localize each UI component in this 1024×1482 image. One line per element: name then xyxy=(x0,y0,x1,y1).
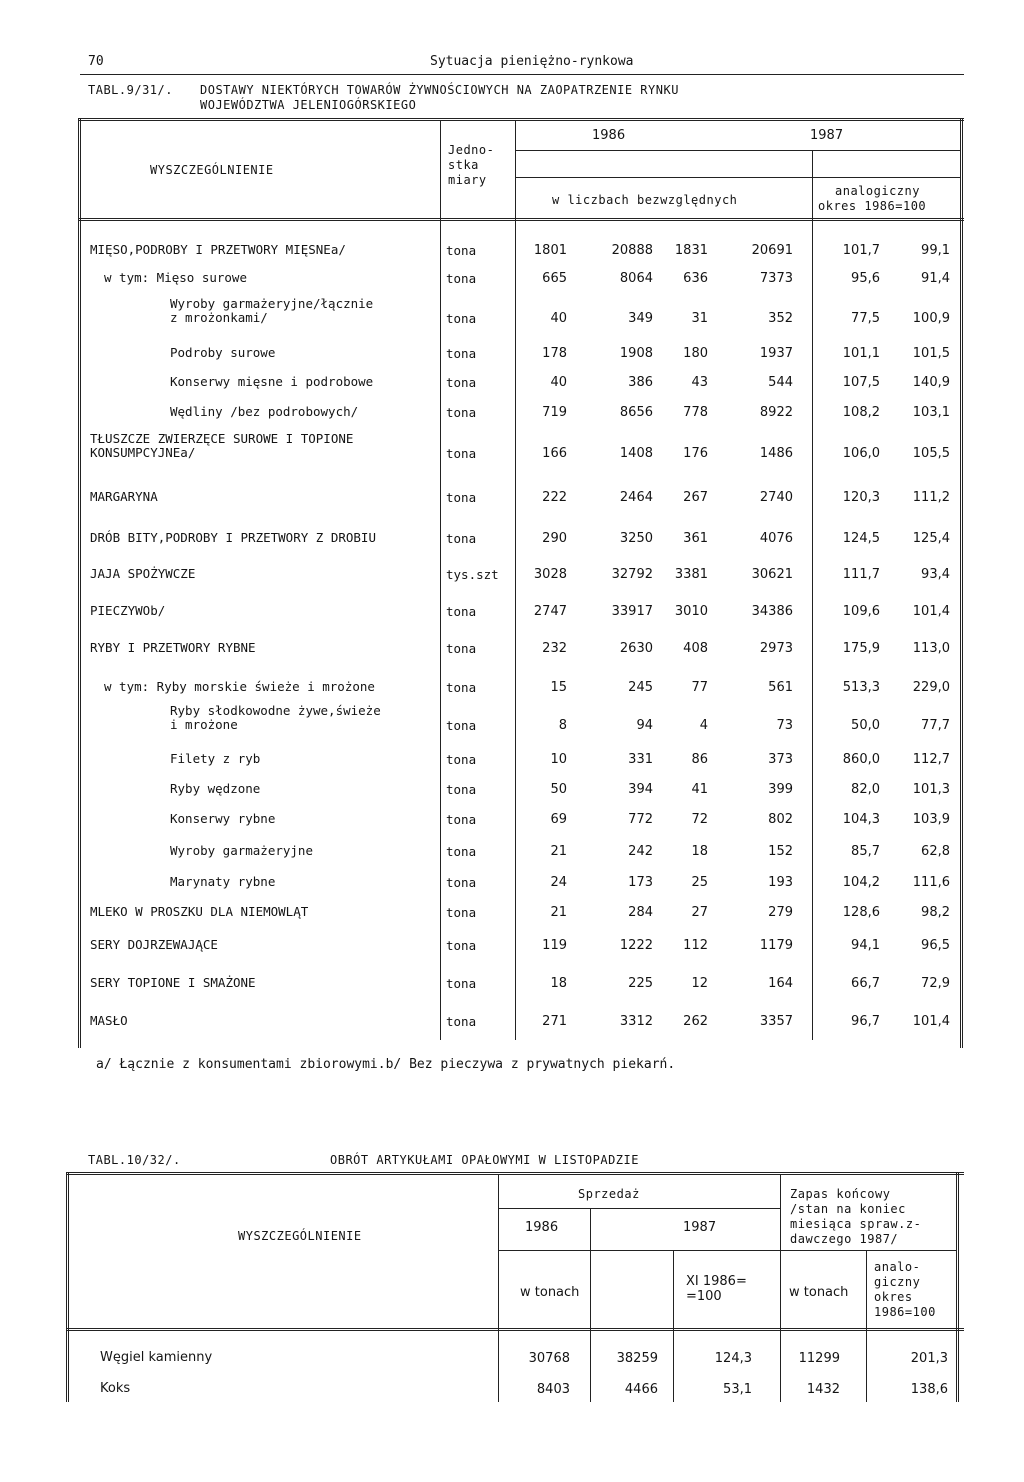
table1-cell: 113,0 xyxy=(912,641,950,656)
table1-row-label: Wyroby garmażeryjne xyxy=(170,843,313,858)
table1-cell: 18 xyxy=(691,844,708,859)
table1-cell: 107,5 xyxy=(842,375,880,390)
table1-cell: 101,5 xyxy=(912,346,950,361)
table1-col-label: WYSZCZEGÓLNIENIE xyxy=(150,163,274,177)
table1-row-unit: tona xyxy=(446,375,477,390)
table1-cell: 103,9 xyxy=(912,812,950,827)
table2-cell: 4466 xyxy=(624,1382,658,1397)
table1-cell: 361 xyxy=(683,531,708,546)
table2-cell: 8403 xyxy=(536,1382,570,1397)
table1-row-unit: tona xyxy=(446,905,477,920)
table1-cell: 24 xyxy=(550,875,567,890)
table1-cell: 267 xyxy=(683,490,708,505)
table1-row-label: Ryby słodkowodne żywe,świeże xyxy=(170,703,381,718)
table1-cell: 349 xyxy=(628,311,653,326)
table1-row-label: w tym: Mięso surowe xyxy=(104,270,247,285)
table1-cell: 242 xyxy=(628,844,653,859)
table1-cell: 109,6 xyxy=(842,604,880,619)
table1-cell: 2630 xyxy=(619,641,653,656)
table1-cell: 561 xyxy=(768,680,793,695)
table1-cell: 32792 xyxy=(611,567,653,582)
table1-row-unit: tona xyxy=(446,812,477,827)
table1-cell: 72,9 xyxy=(921,976,950,991)
table2-cell: 38259 xyxy=(616,1351,658,1366)
table1-cell: 108,2 xyxy=(842,405,880,420)
table2-cell: 30768 xyxy=(528,1351,570,1366)
table2-year1: 1986 xyxy=(525,1220,559,1235)
table1-cell: 1486 xyxy=(759,446,793,461)
table2-row-label: Koks xyxy=(100,1381,131,1396)
table1-row-unit: tona xyxy=(446,446,477,461)
table1-row-label: DRÓB BITY,PODROBY I PRZETWORY Z DROBIU xyxy=(90,530,376,545)
table1-row-unit: tona xyxy=(446,405,477,420)
table1-cell: 82,0 xyxy=(851,782,880,797)
table1-row-label: Ryby wędzone xyxy=(170,781,261,796)
table1-analog-line1: analogiczny xyxy=(835,184,920,198)
table1-cell: 62,8 xyxy=(921,844,950,859)
table2-in-tons2: w tonach xyxy=(789,1285,849,1300)
table1-row-label: Konserwy mięsne i podrobowe xyxy=(170,374,374,389)
table2-stock-4: dawczego 1987/ xyxy=(790,1232,899,1246)
table1-cell: 77 xyxy=(691,680,708,695)
table2-cell: 138,6 xyxy=(910,1382,948,1397)
table1-cell: 3010 xyxy=(674,604,708,619)
table1-cell: 112 xyxy=(683,938,708,953)
table1-cell: 3357 xyxy=(759,1014,793,1029)
table1-cell: 386 xyxy=(628,375,653,390)
table1-cell: 166 xyxy=(542,446,567,461)
table1-cell: 180 xyxy=(683,346,708,361)
table1-cell: 7373 xyxy=(759,271,793,286)
table1-row-unit: tona xyxy=(446,346,477,361)
table1-cell: 98,2 xyxy=(921,905,950,920)
table1-row-label: i mrożone xyxy=(170,717,238,732)
table1-cell: 2740 xyxy=(759,490,793,505)
table2-cell: 1432 xyxy=(806,1382,840,1397)
table1-row-label: SERY DOJRZEWAJĄCE xyxy=(90,937,218,952)
table1-cell: 105,5 xyxy=(912,446,950,461)
table1-cell: 103,1 xyxy=(912,405,950,420)
table1-cell: 271 xyxy=(542,1014,567,1029)
table1-cell: 3028 xyxy=(533,567,567,582)
table1-cell: 124,5 xyxy=(842,531,880,546)
table2-analog-2: giczny xyxy=(874,1275,921,1289)
table1-cell: 4 xyxy=(699,718,708,733)
table1-cell: 94 xyxy=(636,718,653,733)
table1-row-label: TŁUSZCZE ZWIERZĘCE SUROWE I TOPIONE xyxy=(90,431,354,446)
table1-cell: 120,3 xyxy=(842,490,880,505)
table1-cell: 3250 xyxy=(619,531,653,546)
table1-cell: 111,7 xyxy=(842,567,880,582)
table1-cell: 229,0 xyxy=(912,680,950,695)
table1-cell: 262 xyxy=(683,1014,708,1029)
table1-row-label: z mrożonkami/ xyxy=(170,310,268,325)
table2-xi-line2: =100 xyxy=(686,1289,722,1304)
table1-row-label: Podroby surowe xyxy=(170,345,276,360)
table1-cell: 50,0 xyxy=(851,718,880,733)
table1-row-unit: tona xyxy=(446,875,477,890)
table2-number: TABL.10/32/. xyxy=(88,1153,181,1167)
table1-cell: 1908 xyxy=(619,346,653,361)
table1-cell: 164 xyxy=(768,976,793,991)
table1-title-line2: WOJEWÓDZTWA JELENIOGÓRSKIEGO xyxy=(200,98,417,112)
table1-row-unit: tona xyxy=(446,938,477,953)
page-number: 70 xyxy=(88,54,104,69)
table1-cell: 21 xyxy=(550,844,567,859)
table2-row-label: Węgiel kamienny xyxy=(100,1350,213,1365)
table1-cell: 106,0 xyxy=(842,446,880,461)
table1-cell: 40 xyxy=(550,375,567,390)
table1-row-label: w tym: Ryby morskie świeże i mrożone xyxy=(104,679,375,694)
table1-row-label: Filety z ryb xyxy=(170,751,261,766)
table1-cell: 33917 xyxy=(611,604,653,619)
table1-cell: 96,5 xyxy=(921,938,950,953)
table1-cell: 86 xyxy=(691,752,708,767)
table1-row-unit: tona xyxy=(446,680,477,695)
table1-year1: 1986 xyxy=(592,128,626,143)
table1-row-unit: tys.szt xyxy=(446,567,499,582)
table1-cell: 175,9 xyxy=(842,641,880,656)
table2-cell: 11299 xyxy=(798,1351,840,1366)
table1-cell: 2464 xyxy=(619,490,653,505)
table1-cell: 178 xyxy=(542,346,567,361)
table1-cell: 20691 xyxy=(751,243,793,258)
table1-cell: 232 xyxy=(542,641,567,656)
table1-row-label: MASŁO xyxy=(90,1013,128,1028)
table1-cell: 4076 xyxy=(759,531,793,546)
table1-row-unit: tona xyxy=(446,976,477,991)
table2-cell: 124,3 xyxy=(714,1351,752,1366)
table1-cell: 41 xyxy=(691,782,708,797)
table1-number: TABL.9/31/. xyxy=(88,83,173,97)
table1-cell: 99,1 xyxy=(921,243,950,258)
table1-cell: 140,9 xyxy=(912,375,950,390)
table2-title: OBRÓT ARTYKUŁAMI OPAŁOWYMI W LISTOPADZIE xyxy=(330,1153,639,1167)
table1-cell: 101,7 xyxy=(842,243,880,258)
table1-cell: 3381 xyxy=(674,567,708,582)
table1-cell: 1222 xyxy=(619,938,653,953)
table1-cell: 279 xyxy=(768,905,793,920)
table1-cell: 544 xyxy=(768,375,793,390)
table2-stock-3: miesiąca spraw.z- xyxy=(790,1217,922,1231)
table1-row-unit: tona xyxy=(446,782,477,797)
table2-sales: Sprzedaż xyxy=(578,1187,640,1201)
table1-cell: 101,4 xyxy=(912,604,950,619)
table1-cell: 8656 xyxy=(619,405,653,420)
table1-cell: 399 xyxy=(768,782,793,797)
table1-row-unit: tona xyxy=(446,1014,477,1029)
table2-stock-1: Zapas końcowy xyxy=(790,1187,891,1201)
table1-cell: 125,4 xyxy=(912,531,950,546)
table2-col-label: WYSZCZEGÓLNIENIE xyxy=(238,1229,362,1243)
table1-row-unit: tona xyxy=(446,844,477,859)
table1-cell: 85,7 xyxy=(851,844,880,859)
table1-cell: 101,4 xyxy=(912,1014,950,1029)
table1-cell: 25 xyxy=(691,875,708,890)
table1-cell: 100,9 xyxy=(912,311,950,326)
table1-cell: 772 xyxy=(628,812,653,827)
table1-cell: 101,1 xyxy=(842,346,880,361)
table1-cell: 40 xyxy=(550,311,567,326)
table2-stock-2: /stan na koniec xyxy=(790,1202,906,1216)
table1-cell: 352 xyxy=(768,311,793,326)
table1-cell: 1831 xyxy=(674,243,708,258)
table2-analog-4: 1986=100 xyxy=(874,1305,936,1319)
table1-cell: 284 xyxy=(628,905,653,920)
table1-cell: 2747 xyxy=(533,604,567,619)
table1-cell: 8922 xyxy=(759,405,793,420)
table1-cell: 66,7 xyxy=(851,976,880,991)
table1-cell: 95,6 xyxy=(851,271,880,286)
table1-cell: 778 xyxy=(683,405,708,420)
table1-cell: 73 xyxy=(776,718,793,733)
table1-unit-h1: Jedno- xyxy=(448,143,495,157)
table1-row-label: PIECZYWOb/ xyxy=(90,603,166,618)
table1-cell: 3312 xyxy=(619,1014,653,1029)
table1-cell: 101,3 xyxy=(912,782,950,797)
table1-cell: 331 xyxy=(628,752,653,767)
table1-cell: 802 xyxy=(768,812,793,827)
table1-cell: 290 xyxy=(542,531,567,546)
table1-cell: 94,1 xyxy=(851,938,880,953)
table1-unit-h3: miary xyxy=(448,173,487,187)
table1-cell: 128,6 xyxy=(842,905,880,920)
table1-year2: 1987 xyxy=(810,128,844,143)
table1-cell: 30621 xyxy=(751,567,793,582)
table1-cell: 152 xyxy=(768,844,793,859)
table1-cell: 222 xyxy=(542,490,567,505)
table1-cell: 1408 xyxy=(619,446,653,461)
table1-cell: 21 xyxy=(550,905,567,920)
table1-cell: 719 xyxy=(542,405,567,420)
table2-cell: 53,1 xyxy=(723,1382,752,1397)
table1-cell: 111,6 xyxy=(912,875,950,890)
table1-row-unit: tona xyxy=(446,604,477,619)
table1-cell: 176 xyxy=(683,446,708,461)
table1-unit-h2: stka xyxy=(448,158,479,172)
table1-cell: 43 xyxy=(691,375,708,390)
table1-cell: 112,7 xyxy=(912,752,950,767)
table2-year2: 1987 xyxy=(683,1220,717,1235)
table1-row-label: Konserwy rybne xyxy=(170,811,276,826)
table1-row-label: JAJA SPOŻYWCZE xyxy=(90,566,196,581)
table1-cell: 77,5 xyxy=(851,311,880,326)
table1-cell: 8 xyxy=(558,718,567,733)
table1-cell: 27 xyxy=(691,905,708,920)
table1-cell: 225 xyxy=(628,976,653,991)
table1-abs-label: w liczbach bezwzględnych xyxy=(552,193,738,207)
table1-row-label: Wędliny /bez podrobowych/ xyxy=(170,404,359,419)
table1-cell: 2973 xyxy=(759,641,793,656)
table1-cell: 1179 xyxy=(759,938,793,953)
table2-analog-1: analo- xyxy=(874,1260,921,1274)
table1-cell: 10 xyxy=(550,752,567,767)
table1-cell: 20888 xyxy=(611,243,653,258)
table1-cell: 8064 xyxy=(619,271,653,286)
table2-cell: 201,3 xyxy=(910,1351,948,1366)
table1-footnote: a/ Łącznie z konsumentami zbiorowymi.b/ Bez pieczywa z prywatnych piekarń. xyxy=(96,1057,676,1072)
table1-row-label: MARGARYNA xyxy=(90,489,158,504)
table1-cell: 408 xyxy=(683,641,708,656)
table1-cell: 665 xyxy=(542,271,567,286)
table1-cell: 111,2 xyxy=(912,490,950,505)
table1-row-unit: tona xyxy=(446,752,477,767)
table1-cell: 173 xyxy=(628,875,653,890)
table1-row-unit: tona xyxy=(446,490,477,505)
table1-title-line1: DOSTAWY NIEKTÓRYCH TOWARÓW ŻYWNOŚCIOWYCH NA ZAOPATRZENIE RYNKU xyxy=(200,83,679,97)
table1-cell: 12 xyxy=(691,976,708,991)
running-title: Sytuacja pieniężno-rynkowa xyxy=(430,54,634,69)
table1-cell: 104,3 xyxy=(842,812,880,827)
table1-cell: 373 xyxy=(768,752,793,767)
table1-cell: 69 xyxy=(550,812,567,827)
table1-cell: 193 xyxy=(768,875,793,890)
table2-analog-3: okres xyxy=(874,1290,913,1304)
table1-analog-line2: okres 1986=100 xyxy=(818,199,927,213)
table1-cell: 77,7 xyxy=(921,718,950,733)
table1-cell: 50 xyxy=(550,782,567,797)
table1-row-unit: tona xyxy=(446,243,477,258)
table2-xi-line1: XI 1986= xyxy=(686,1274,747,1289)
table1-cell: 1801 xyxy=(533,243,567,258)
table1-cell: 91,4 xyxy=(921,271,950,286)
table1-cell: 245 xyxy=(628,680,653,695)
table1-row-unit: tona xyxy=(446,641,477,656)
table1-cell: 394 xyxy=(628,782,653,797)
table1-row-unit: tona xyxy=(446,311,477,326)
table1-cell: 15 xyxy=(550,680,567,695)
table1-cell: 1937 xyxy=(759,346,793,361)
table1-cell: 119 xyxy=(542,938,567,953)
table1-cell: 104,2 xyxy=(842,875,880,890)
table1-cell: 34386 xyxy=(751,604,793,619)
table1-row-label: MIĘSO,PODROBY I PRZETWORY MIĘSNEa/ xyxy=(90,242,346,257)
table1-cell: 72 xyxy=(691,812,708,827)
table1-cell: 860,0 xyxy=(842,752,880,767)
table1-cell: 31 xyxy=(691,311,708,326)
table1-cell: 93,4 xyxy=(921,567,950,582)
table1-cell: 18 xyxy=(550,976,567,991)
table1-row-unit: tona xyxy=(446,718,477,733)
table1-row-label: MLEKO W PROSZKU DLA NIEMOWLĄT xyxy=(90,904,309,919)
table1-row-label: KONSUMPCYJNEa/ xyxy=(90,445,196,460)
table1-cell: 96,7 xyxy=(851,1014,880,1029)
table1-row-label: Marynaty rybne xyxy=(170,874,276,889)
table1-cell: 513,3 xyxy=(842,680,880,695)
table1-row-label: Wyroby garmażeryjne/łącznie xyxy=(170,296,374,311)
table1-cell: 636 xyxy=(683,271,708,286)
table1-row-label: RYBY I PRZETWORY RYBNE xyxy=(90,640,256,655)
table2-in-tons: w tonach xyxy=(520,1285,580,1300)
table1-row-unit: tona xyxy=(446,271,477,286)
table1-row-label: SERY TOPIONE I SMAŻONE xyxy=(90,975,256,990)
table1-row-unit: tona xyxy=(446,531,477,546)
